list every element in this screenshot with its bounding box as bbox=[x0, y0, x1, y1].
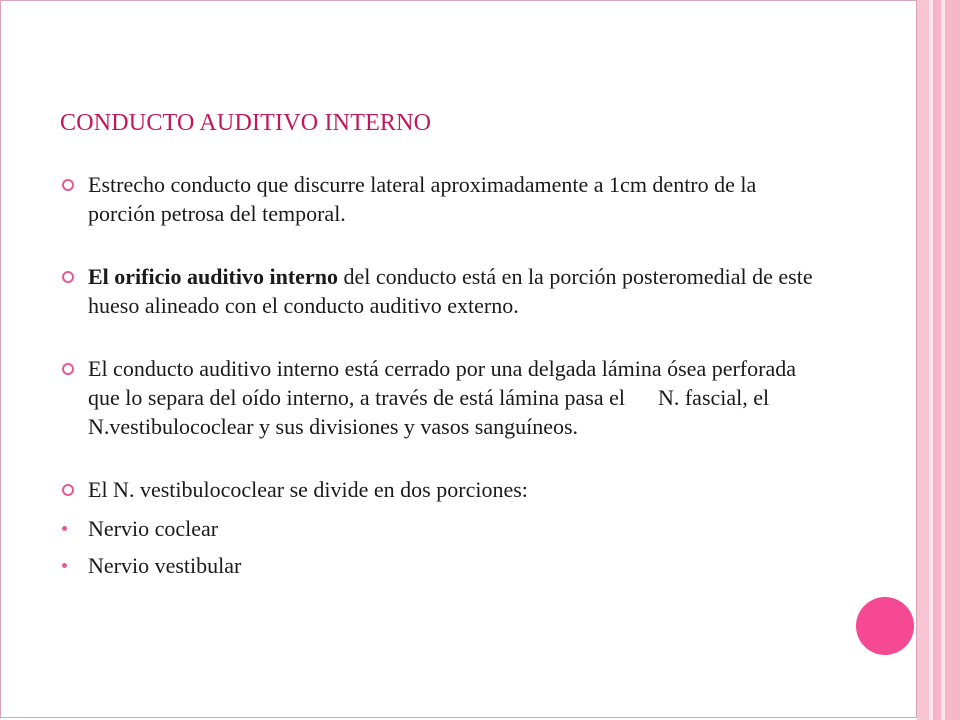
dot-bullet-icon bbox=[62, 563, 67, 568]
sub-bullet-item bbox=[60, 514, 820, 543]
ring-bullet-icon bbox=[62, 363, 74, 375]
bullet-text: del conducto está en la porción posteromedial de este hueso alineado con el conducto auditivo externo. bbox=[88, 264, 813, 318]
ring-bullet-icon bbox=[62, 271, 74, 283]
sub-bullet-text: Nervio coclear bbox=[88, 516, 219, 541]
sub-bullet-text: Nervio vestibular bbox=[88, 553, 242, 578]
sub-bullet-item bbox=[60, 551, 820, 580]
ring-bullet-icon bbox=[62, 484, 74, 496]
dot-bullet-icon bbox=[62, 526, 67, 531]
slide-content bbox=[60, 170, 820, 580]
bullet-item bbox=[60, 354, 820, 441]
side-stripe bbox=[945, 0, 960, 720]
bullet-text: El conducto auditivo interno está cerrado por una delgada lámina ósea perforada que lo separa del oído interno, a través de está lámina pasa el N. fascial, el N.vestibulococlear y sus divisiones y vasos sanguíneos. bbox=[88, 356, 802, 439]
side-stripe bbox=[933, 0, 941, 720]
bullet-text: Estrecho conducto que discurre lateral aproximadamente a 1cm dentro de la porción petrosa del temporal. bbox=[88, 172, 757, 226]
bullet-bold-text: El orificio auditivo interno bbox=[88, 264, 338, 289]
slide-title: CONDUCTO AUDITIVO INTERNO bbox=[60, 110, 432, 136]
side-stripe bbox=[917, 0, 929, 720]
ring-bullet-icon bbox=[62, 179, 74, 191]
bullet-text: El N. vestibulococlear se divide en dos porciones: bbox=[88, 477, 528, 502]
accent-circle bbox=[856, 597, 914, 655]
bullet-item bbox=[60, 170, 820, 228]
bullet-item bbox=[60, 475, 820, 504]
bullet-item bbox=[60, 262, 820, 320]
